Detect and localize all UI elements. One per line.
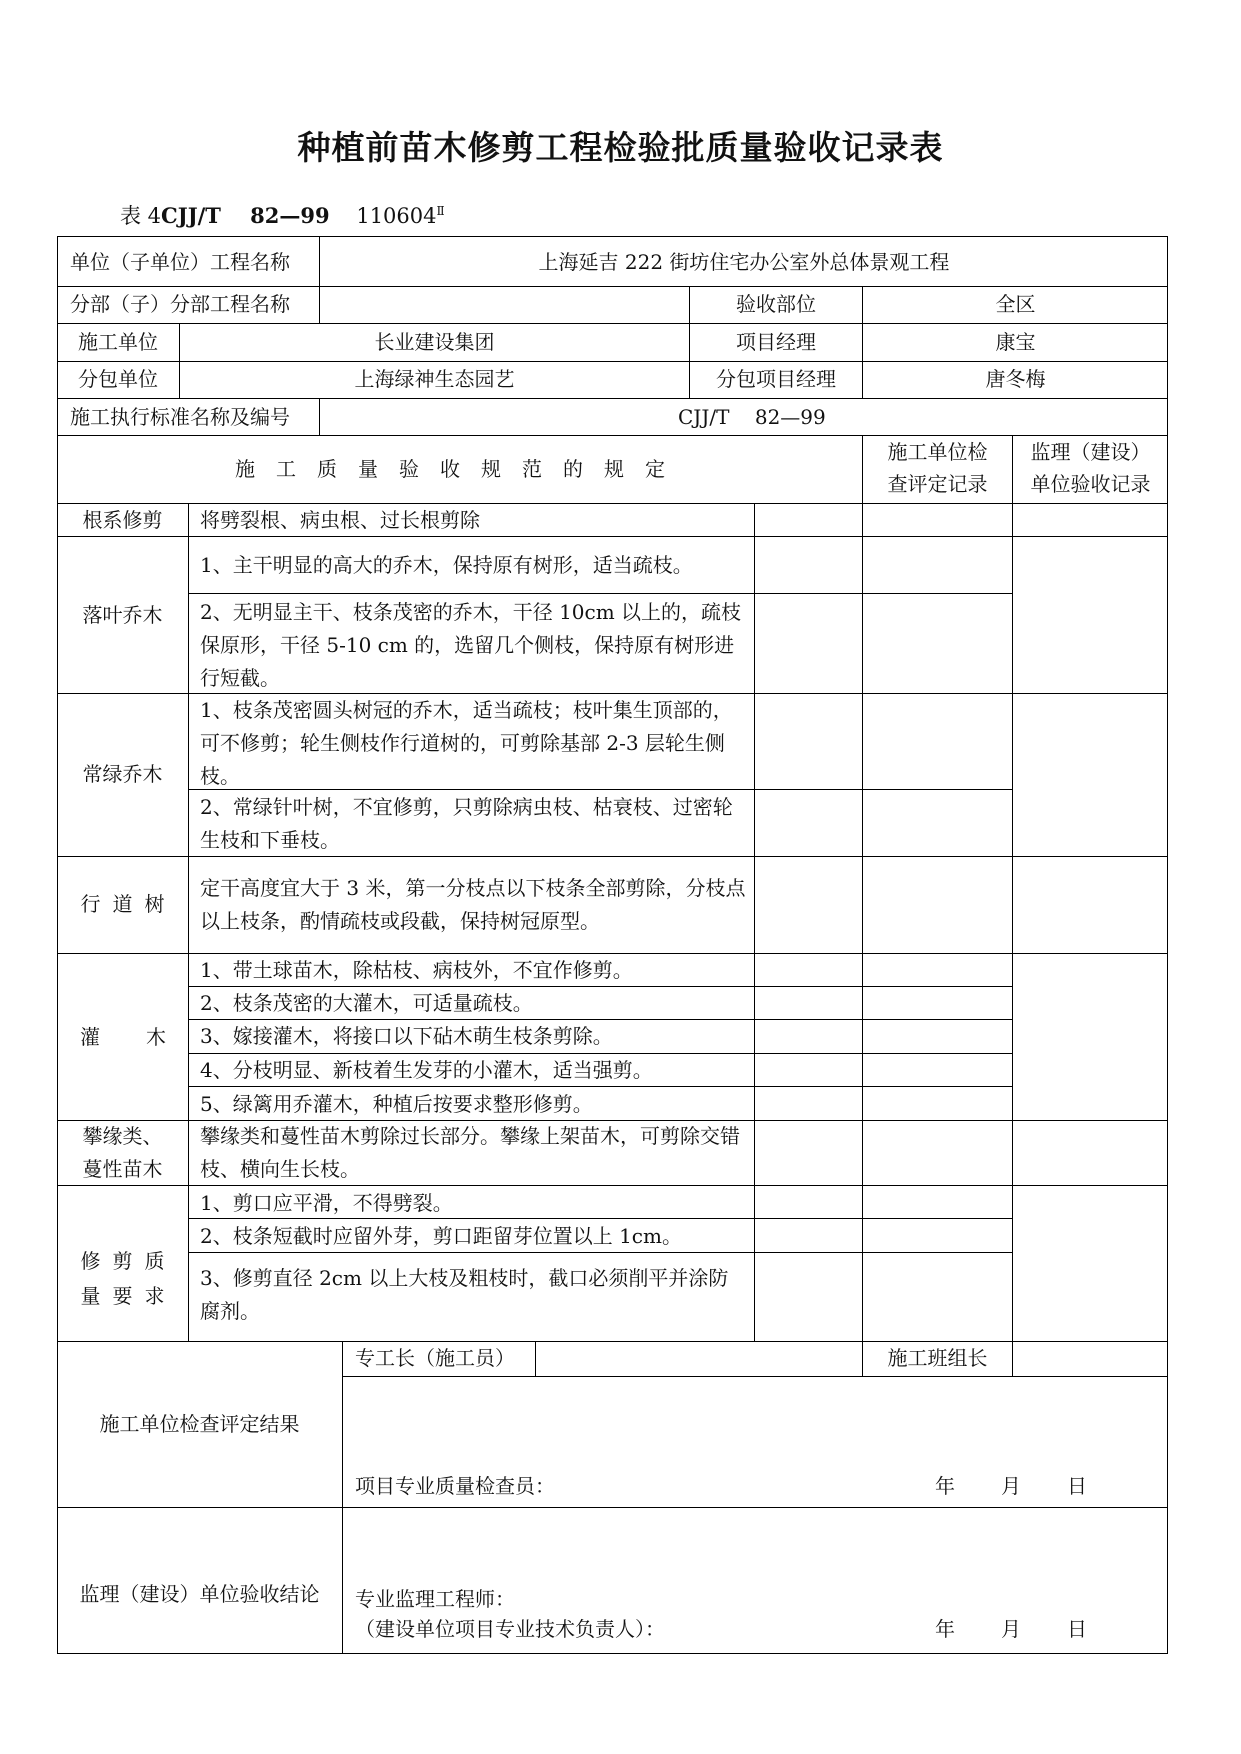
col-divider [342, 1341, 343, 1654]
sub-pm-label: 分包项目经理 [716, 367, 836, 391]
col-divider [862, 503, 863, 1341]
subrow-divider [188, 593, 1012, 594]
spec-item: 1、枝条茂密圆头树冠的乔木，适当疏枝；枝叶集生顶部的，可不修剪；轮生侧枝作行道树的，可剪除基部 2-3 层轮生侧枝。 [200, 698, 733, 788]
contractor-label: 施工单位 [78, 330, 158, 354]
date-month: 月 [1001, 1617, 1021, 1641]
spec-item: 3、嫁接灌木，将接口以下砧木萌生枝条剪除。 [200, 1024, 613, 1048]
category-pruning-quality-line2: 量要求 [80, 1284, 177, 1308]
category-street-trees: 行道树 [80, 892, 177, 916]
quality-inspector-label: 项目专业质量检查员： [355, 1474, 555, 1498]
date-day: 日 [1067, 1474, 1087, 1498]
col-divider [188, 503, 189, 1341]
category-pruning-quality [57, 1244, 194, 1314]
spec-item: 2、无明显主干、枝条茂密的乔木，干径 10cm 以上的，疏枝保原形，干径 5-10 cm 的，选留几个侧枝，保持原有树形进行短截。 [200, 600, 742, 690]
supervising-engineer-label: 专业监理工程师： [355, 1587, 515, 1611]
spec-rules-header: 施工质量验收规范的规定 [235, 457, 686, 481]
category-climbers-line2: 蔓性苗木 [82, 1157, 163, 1181]
category-climbers [57, 1120, 188, 1186]
project-name-label: 单位（子单位）工程名称 [70, 250, 290, 274]
supervision-conclusion-label: 监理（建设）单位验收结论 [79, 1582, 320, 1606]
spec-item: 将劈裂根、病虫根、过长根剪除 [200, 508, 480, 532]
category-deciduous-trees: 落叶乔木 [82, 603, 163, 627]
spec-item: 1、主干明显的高大的乔木，保持原有树形，适当疏枝。 [200, 553, 693, 577]
supervision-record-header-line1: 监理（建设） [1030, 440, 1151, 464]
supervision-record-header-line2: 单位验收记录 [1030, 472, 1151, 496]
standard-value: CJJ/T 82—99 [678, 405, 826, 429]
col-divider [535, 1341, 536, 1376]
col-divider [319, 398, 320, 435]
form-code [120, 200, 445, 230]
col-divider [1012, 1341, 1013, 1376]
category-climbers-line1: 攀缘类、 [82, 1124, 163, 1148]
category-root-pruning: 根系修剪 [82, 508, 163, 532]
col-divider [754, 503, 755, 1341]
project-name-value: 上海延吉 222 街坊住宅办公室外总体景观工程 [538, 250, 950, 274]
category-shrubs: 灌木 [80, 1025, 212, 1049]
spec-item: 1、剪口应平滑，不得劈裂。 [200, 1191, 453, 1215]
spec-item: 2、枝条茂密的大灌木，可适量疏枝。 [200, 991, 533, 1015]
row-divider [57, 398, 1168, 399]
project-manager-label: 项目经理 [736, 330, 816, 354]
spec-item: 2、常绿针叶树，不宜修剪，只剪除病虫枝、枯衰枝、过密轮生枝和下垂枝。 [200, 795, 733, 852]
form-code-standard: CJJ/T 82—99 [161, 203, 330, 228]
contractor-check-header-line1: 施工单位检 [887, 440, 988, 464]
form-code-prefix: 表 4 [120, 204, 162, 228]
contractor-check-header-line2: 查评定记录 [887, 472, 988, 496]
date-day: 日 [1067, 1617, 1087, 1641]
subcontractor-label: 分包单位 [78, 367, 158, 391]
category-evergreen-trees: 常绿乔木 [82, 762, 163, 786]
page-title: 种植前苗木修剪工程检验批质量验收记录表 [297, 128, 944, 167]
footer-divider [342, 1376, 1168, 1377]
team-leader-label: 施工班组长 [887, 1346, 988, 1370]
date-year: 年 [935, 1617, 955, 1641]
standard-label: 施工执行标准名称及编号 [70, 405, 290, 429]
spec-item: 1、带土球苗木，除枯枝、病枝外，不宜作修剪。 [200, 958, 633, 982]
col-divider [319, 286, 320, 323]
row-divider [57, 323, 1168, 324]
form-code-mark: Ⅱ [436, 204, 445, 218]
contractor-value: 长业建设集团 [374, 330, 495, 354]
project-manager-value: 康宝 [995, 330, 1036, 354]
date-year: 年 [935, 1474, 955, 1498]
owner-technical-lead-label: （建设单位项目专业技术负责人）： [355, 1617, 665, 1641]
subcontractor-value: 上海绿神生态园艺 [354, 367, 515, 391]
supervision-record-header [1013, 436, 1168, 500]
spec-item: 定干高度宜大于 3 米，第一分枝点以下枝条全部剪除，分枝点以上枝条，酌情疏枝或段截，保持树冠原型。 [200, 876, 746, 933]
spec-item: 5、绿篱用乔灌木，种植后按要求整形修剪。 [200, 1092, 593, 1116]
spec-item: 3、修剪直径 2cm 以上大枝及粗枝时，截口必须削平并涂防腐剂。 [200, 1266, 729, 1323]
spec-item: 2、枝条短截时应留外芽，剪口距留芽位置以上 1cm。 [200, 1224, 682, 1248]
accept-part-label: 验收部位 [736, 292, 816, 316]
date-month: 月 [1001, 1474, 1021, 1498]
accept-part-value: 全区 [995, 292, 1036, 316]
spec-item: 攀缘类和蔓性苗木剪除过长部分。攀缘上架苗木，可剪除交错枝、横向生长枝。 [200, 1124, 740, 1181]
division-name-label: 分部（子）分部工程名称 [70, 292, 290, 316]
row-divider [57, 1507, 1168, 1508]
check-result-label: 施工单位检查评定结果 [99, 1412, 300, 1436]
foreman-label: 专工长（施工员） [355, 1346, 515, 1370]
form-code-number: 110604 [356, 204, 437, 228]
contractor-check-header [863, 436, 1012, 500]
category-pruning-quality-line1: 修剪质 [80, 1249, 177, 1273]
spec-item: 4、分枝明显、新枝着生发芽的小灌木，适当强剪。 [200, 1058, 653, 1082]
sub-pm-value: 唐冬梅 [985, 367, 1046, 391]
col-divider [1012, 503, 1013, 1341]
